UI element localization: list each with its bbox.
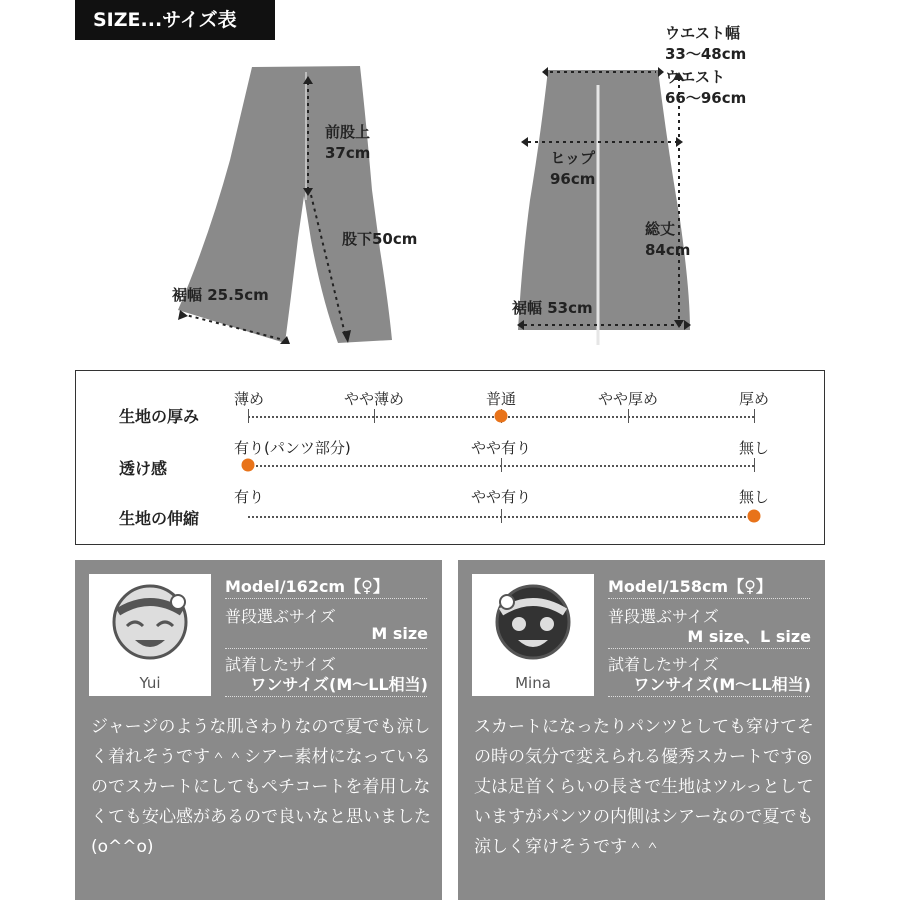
inseam-label: 股下50cm — [342, 230, 418, 248]
fabric-characteristics — [75, 370, 825, 545]
divider — [225, 696, 427, 697]
usual-size-value: M size — [371, 624, 428, 643]
garment-diagram — [0, 0, 900, 370]
scale-label: 無し — [738, 488, 770, 506]
transparency-label: 透け感 — [119, 459, 168, 478]
model-info: Model/162cm【♀】 — [225, 577, 389, 596]
model-avatar — [472, 574, 594, 696]
scale-label: 厚め — [738, 390, 770, 408]
transparency-indicator — [242, 459, 255, 472]
tick — [248, 409, 249, 423]
front-rise-label: 前股上 37cm — [325, 123, 371, 162]
model-info: Model/158cm【♀】 — [608, 577, 772, 596]
tick — [501, 458, 502, 472]
waist-width-label: ウエスト幅 33〜48cm — [665, 24, 747, 63]
tick — [374, 409, 375, 423]
tried-size-label: 試着したサイズ — [225, 655, 336, 674]
scale-label: 普通 — [485, 390, 517, 408]
review-comment: スカートになったりパンツとしても穿けてその時の気分で変えられる優秀スカートです◎丈は足首くらいの長さで生地はツルっとしていますがパンツの内側はシアーなので夏でも涼しく穿けそうです＾＾ — [474, 717, 814, 857]
divider — [608, 598, 810, 599]
usual-size-label: 普段選ぶサイズ — [608, 607, 719, 626]
thickness-indicator — [495, 410, 508, 423]
usual-size-value: M size、L size — [687, 627, 811, 646]
divider — [608, 648, 810, 649]
size-chart-title: SIZE...サイズ表 — [75, 0, 275, 40]
stretch-label: 生地の伸縮 — [119, 509, 200, 528]
tick — [754, 458, 755, 472]
review-comment: ジャージのような肌さわりなので夏でも涼しく着れそうです＾＾シアー素材になっているのでスカートにしてもペチコートを着用しなくても安心感があるので良いなと思いました(o^^o) — [91, 717, 431, 857]
divider — [225, 598, 427, 599]
scale-label: やや有り — [470, 439, 532, 457]
scale-label: やや有り — [470, 488, 532, 506]
hip-label: ヒップ 96cm — [550, 149, 596, 188]
scale-label: やや薄め — [343, 390, 405, 408]
skirt-silhouette — [518, 70, 690, 330]
divider — [608, 696, 810, 697]
scale-label: やや厚め — [597, 390, 659, 408]
review-card-yui — [75, 560, 442, 900]
scale-label: 薄め — [233, 390, 265, 408]
tick — [754, 409, 755, 423]
scale-label: 有り(パンツ部分) — [234, 439, 351, 457]
review-card-mina — [458, 560, 825, 900]
length-label: 総丈 84cm — [645, 220, 691, 259]
scale-label: 有り — [234, 488, 265, 506]
stretch-indicator — [748, 510, 761, 523]
thickness-label: 生地の厚み — [119, 407, 200, 426]
divider — [225, 648, 427, 649]
tick — [628, 409, 629, 423]
scale-label: 無し — [738, 439, 770, 457]
tick — [501, 509, 502, 523]
skirt-hem-label: 裾幅 53cm — [512, 299, 593, 317]
tried-size-value: ワンサイズ(M〜LL相当) — [250, 675, 428, 694]
tried-size-value: ワンサイズ(M〜LL相当) — [633, 675, 811, 694]
tried-size-label: 試着したサイズ — [608, 655, 719, 674]
model-avatar — [89, 574, 211, 696]
waist-label: ウエスト 66〜96cm — [665, 68, 747, 107]
pants-hem-label: 裾幅 25.5cm — [172, 286, 269, 304]
model-name: Yui — [139, 674, 161, 692]
usual-size-label: 普段選ぶサイズ — [225, 607, 336, 626]
model-name: Mina — [515, 674, 551, 692]
